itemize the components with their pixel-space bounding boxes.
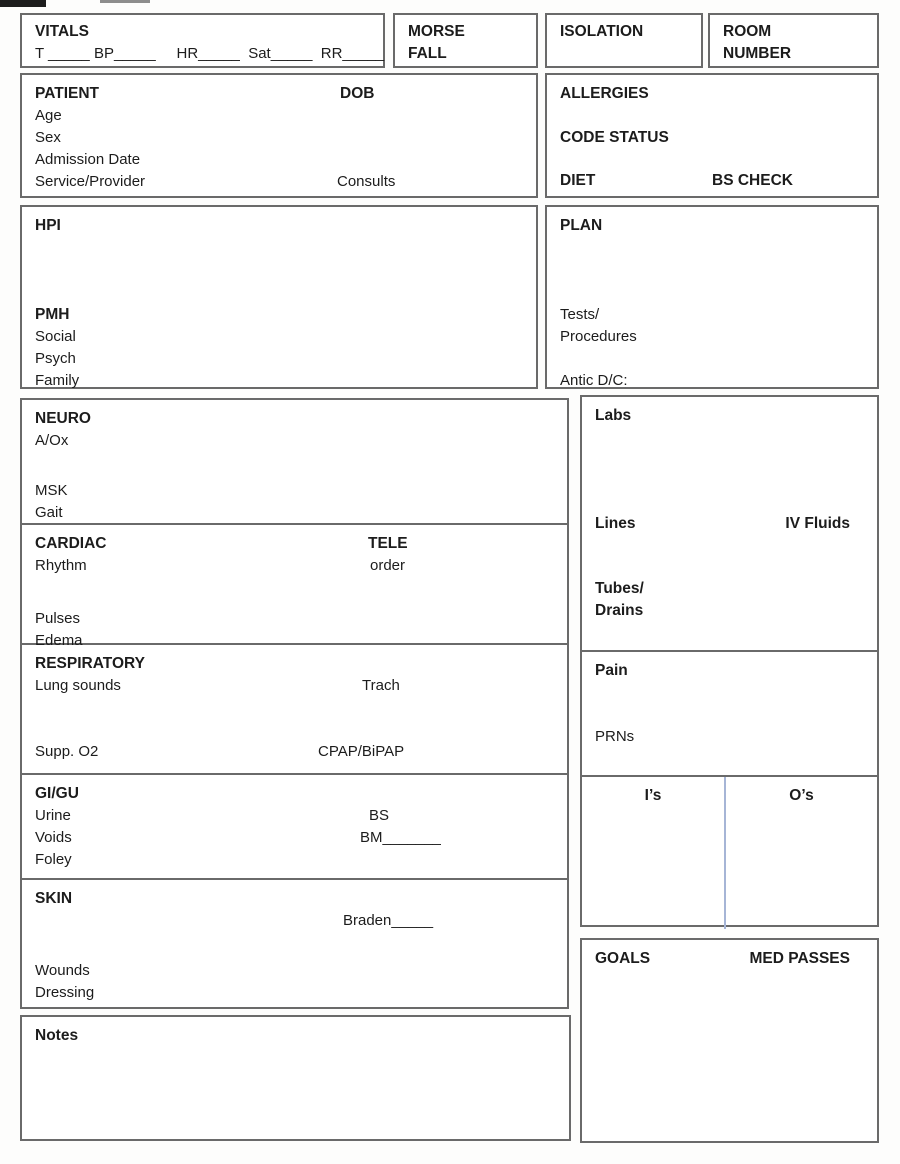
vitals-box bbox=[20, 13, 385, 68]
notes-box bbox=[20, 1015, 571, 1141]
plan-title: PLAN bbox=[560, 217, 603, 234]
pain-section bbox=[582, 650, 877, 775]
cardiac-section bbox=[22, 523, 567, 649]
patient-service-provider-label: Service/Provider bbox=[35, 173, 146, 190]
patient-age-label: Age bbox=[35, 107, 62, 124]
intake-output-section bbox=[582, 775, 877, 929]
pain-title: Pain bbox=[595, 662, 628, 679]
dob-label: DOB bbox=[340, 85, 375, 102]
gigu-section bbox=[22, 773, 567, 878]
output-header: O’s bbox=[789, 787, 814, 804]
tubes-label-line2: Drains bbox=[595, 602, 644, 619]
tubes-label-line1: Tubes/ bbox=[595, 580, 644, 597]
room-number-box bbox=[708, 13, 879, 68]
isolation-box bbox=[545, 13, 703, 68]
tests-label-line2: Procedures bbox=[560, 328, 637, 345]
patient-sex-label: Sex bbox=[35, 129, 61, 146]
plan-box bbox=[545, 205, 879, 389]
patient-admission-date-label: Admission Date bbox=[35, 151, 141, 168]
skin-title: SKIN bbox=[35, 890, 73, 907]
diet-label: DIET bbox=[560, 172, 596, 189]
med-passes-label: MED PASSES bbox=[749, 950, 850, 967]
trach-label: Trach bbox=[362, 677, 400, 694]
aox-label: A/Ox bbox=[35, 432, 69, 449]
social-label: Social bbox=[35, 328, 76, 345]
goals-box bbox=[580, 938, 879, 1143]
msk-label: MSK bbox=[35, 482, 68, 499]
intake-header: I’s bbox=[644, 787, 662, 804]
scan-artifact bbox=[0, 0, 46, 7]
morse-fall-box bbox=[393, 13, 538, 68]
lung-sounds-label: Lung sounds bbox=[35, 677, 121, 694]
respiratory-title: RESPIRATORY bbox=[35, 655, 145, 672]
supp-o2-label: Supp. O2 bbox=[35, 743, 99, 760]
patient-title: PATIENT bbox=[35, 85, 100, 102]
dressing-label: Dressing bbox=[35, 984, 95, 1001]
vitals-title: VITALS bbox=[35, 23, 89, 40]
isolation-title: ISOLATION bbox=[560, 23, 644, 40]
room-number-line1: ROOM bbox=[723, 23, 772, 40]
pulses-label: Pulses bbox=[35, 610, 81, 627]
psych-label: Psych bbox=[35, 350, 76, 367]
respiratory-section bbox=[22, 643, 567, 773]
bs-check-label: BS CHECK bbox=[712, 172, 793, 189]
neuro-title: NEURO bbox=[35, 410, 91, 427]
gigu-title: GI/GU bbox=[35, 785, 79, 802]
skin-section bbox=[22, 878, 567, 1007]
antic-dc-label: Antic D/C: bbox=[560, 372, 628, 389]
iv-fluids-label: IV Fluids bbox=[785, 515, 850, 532]
bm-blank-label: BM_______ bbox=[360, 829, 441, 846]
room-number-line2: NUMBER bbox=[723, 45, 792, 62]
voids-label: Voids bbox=[35, 829, 72, 846]
lines-label: Lines bbox=[595, 515, 636, 532]
assessment-left-column bbox=[20, 398, 569, 1009]
consults-label: Consults bbox=[337, 173, 396, 190]
morse-fall-line1: MORSE bbox=[408, 23, 465, 40]
goals-title: GOALS bbox=[595, 950, 651, 967]
wounds-label: Wounds bbox=[35, 962, 90, 979]
tests-label-line1: Tests/ bbox=[560, 306, 600, 323]
code-status-label: CODE STATUS bbox=[560, 129, 669, 146]
pmh-label: PMH bbox=[35, 306, 70, 323]
rhythm-label: Rhythm bbox=[35, 557, 87, 574]
braden-blank-label: Braden_____ bbox=[343, 912, 434, 929]
notes-title: Notes bbox=[35, 1027, 79, 1044]
gait-label: Gait bbox=[35, 504, 63, 521]
labs-section bbox=[582, 397, 877, 650]
urine-label: Urine bbox=[35, 807, 71, 824]
hpi-title: HPI bbox=[35, 217, 61, 234]
cardiac-title: CARDIAC bbox=[35, 535, 107, 552]
right-column bbox=[580, 395, 879, 927]
bs-label: BS bbox=[369, 807, 390, 824]
allergies-title: ALLERGIES bbox=[560, 85, 649, 102]
morse-fall-line2: FALL bbox=[408, 45, 447, 62]
hpi-box bbox=[20, 205, 538, 389]
labs-title: Labs bbox=[595, 407, 632, 424]
family-label: Family bbox=[35, 372, 80, 389]
prns-label: PRNs bbox=[595, 728, 635, 745]
neuro-section bbox=[22, 400, 567, 523]
cpap-bipap-label: CPAP/BiPAP bbox=[318, 743, 405, 760]
allergies-box bbox=[545, 73, 879, 198]
tele-label: TELE bbox=[368, 535, 408, 552]
foley-label: Foley bbox=[35, 851, 72, 868]
tele-order-label: order bbox=[370, 557, 406, 574]
scan-artifact bbox=[100, 0, 150, 3]
patient-box bbox=[20, 73, 538, 198]
vitals-blanks-line: T _____ BP_____ HR_____ Sat_____ RR_____ bbox=[35, 45, 385, 62]
edema-label: Edema bbox=[35, 632, 83, 649]
